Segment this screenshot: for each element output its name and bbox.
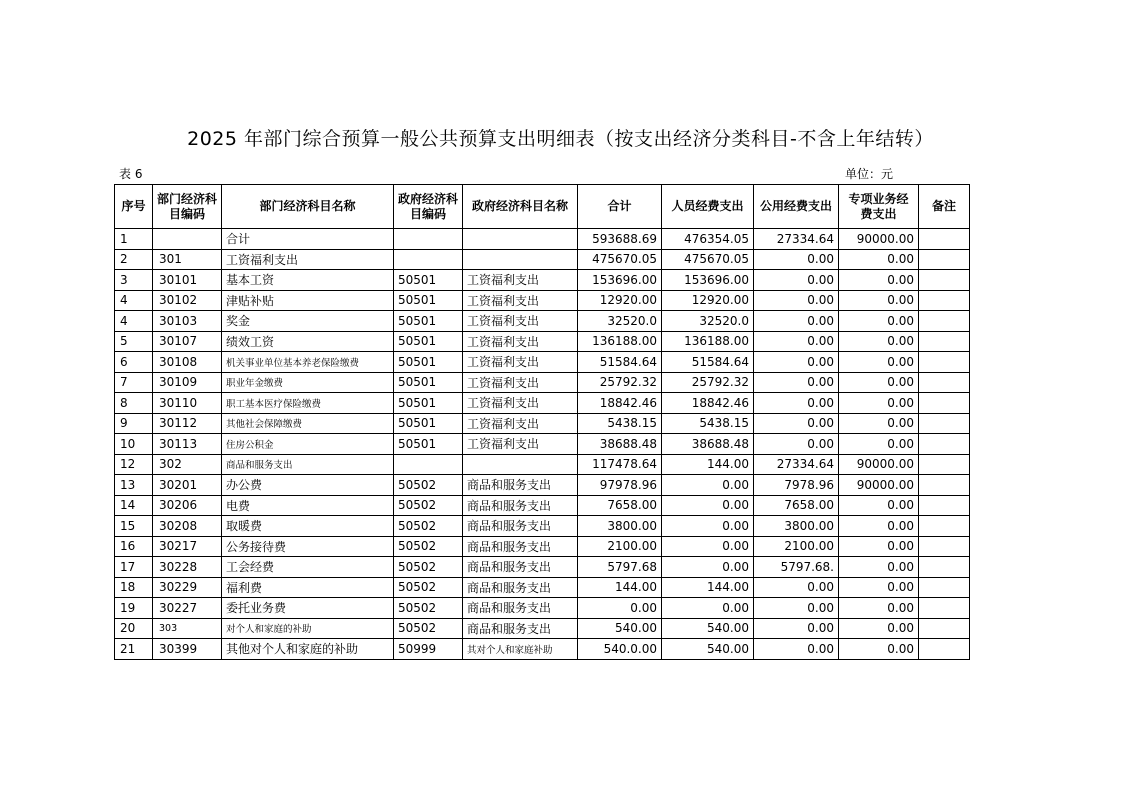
cell-seq: 2 bbox=[115, 249, 153, 270]
cell-seq: 4 bbox=[115, 311, 153, 332]
table-row bbox=[115, 434, 970, 455]
cell-seq: 4 bbox=[115, 290, 153, 311]
table-row bbox=[115, 495, 970, 516]
cell-dept-code: 301 bbox=[153, 249, 222, 270]
cell-personnel: 5438.15 bbox=[662, 413, 754, 434]
table-row bbox=[115, 311, 970, 332]
cell-remarks bbox=[919, 536, 970, 557]
header-public: 公用经费支出 bbox=[754, 185, 839, 229]
cell-gov-name: 工资福利支出 bbox=[463, 311, 578, 332]
cell-remarks bbox=[919, 372, 970, 393]
cell-remarks bbox=[919, 434, 970, 455]
cell-public: 0.00 bbox=[754, 331, 839, 352]
cell-remarks bbox=[919, 270, 970, 291]
cell-dept-name: 合计 bbox=[222, 229, 394, 250]
cell-special: 90000.00 bbox=[839, 454, 919, 475]
cell-remarks bbox=[919, 577, 970, 598]
cell-seq: 12 bbox=[115, 454, 153, 475]
cell-total: 5797.68 bbox=[578, 557, 662, 578]
cell-dept-name: 住房公积金 bbox=[222, 434, 394, 455]
cell-total: 153696.00 bbox=[578, 270, 662, 291]
cell-dept-name: 机关事业单位基本养老保险缴费 bbox=[222, 352, 394, 373]
header-special: 专项业务经费支出 bbox=[839, 185, 919, 229]
cell-gov-code: 50502 bbox=[394, 495, 463, 516]
cell-special: 0.00 bbox=[839, 331, 919, 352]
cell-remarks bbox=[919, 229, 970, 250]
table-row bbox=[115, 598, 970, 619]
cell-gov-name: 商品和服务支出 bbox=[463, 598, 578, 619]
cell-dept-name: 基本工资 bbox=[222, 270, 394, 291]
cell-dept-code: 30112 bbox=[153, 413, 222, 434]
cell-seq: 21 bbox=[115, 639, 153, 660]
cell-remarks bbox=[919, 413, 970, 434]
table-number: 表 6 bbox=[119, 167, 143, 181]
cell-public: 7978.96 bbox=[754, 475, 839, 496]
cell-personnel: 153696.00 bbox=[662, 270, 754, 291]
cell-total: 38688.48 bbox=[578, 434, 662, 455]
cell-personnel: 0.00 bbox=[662, 495, 754, 516]
cell-remarks bbox=[919, 249, 970, 270]
table-header-row bbox=[115, 185, 970, 229]
header-seq: 序号 bbox=[115, 185, 153, 229]
header-dept-name: 部门经济科目名称 bbox=[222, 185, 394, 229]
cell-gov-name: 工资福利支出 bbox=[463, 331, 578, 352]
cell-gov-code: 50501 bbox=[394, 290, 463, 311]
cell-dept-name: 工资福利支出 bbox=[222, 249, 394, 270]
cell-gov-code: 50501 bbox=[394, 393, 463, 414]
cell-seq: 17 bbox=[115, 557, 153, 578]
cell-seq: 5 bbox=[115, 331, 153, 352]
header-dept-code: 部门经济科目编码 bbox=[153, 185, 222, 229]
cell-total: 136188.00 bbox=[578, 331, 662, 352]
cell-total: 475670.05 bbox=[578, 249, 662, 270]
cell-gov-name: 工资福利支出 bbox=[463, 413, 578, 434]
cell-dept-code: 30108 bbox=[153, 352, 222, 373]
cell-special: 0.00 bbox=[839, 290, 919, 311]
cell-gov-name: 工资福利支出 bbox=[463, 372, 578, 393]
header-total: 合计 bbox=[578, 185, 662, 229]
cell-total: 540.0.00 bbox=[578, 639, 662, 660]
cell-special: 0.00 bbox=[839, 249, 919, 270]
cell-dept-name: 公务接待费 bbox=[222, 536, 394, 557]
cell-dept-name: 取暖费 bbox=[222, 516, 394, 537]
cell-seq: 15 bbox=[115, 516, 153, 537]
cell-public: 5797.68. bbox=[754, 557, 839, 578]
cell-public: 0.00 bbox=[754, 393, 839, 414]
table-row bbox=[115, 557, 970, 578]
cell-gov-name: 工资福利支出 bbox=[463, 352, 578, 373]
cell-special: 0.00 bbox=[839, 639, 919, 660]
cell-dept-code bbox=[153, 229, 222, 250]
cell-special: 0.00 bbox=[839, 557, 919, 578]
cell-personnel: 475670.05 bbox=[662, 249, 754, 270]
cell-personnel: 144.00 bbox=[662, 577, 754, 598]
cell-dept-name: 工会经费 bbox=[222, 557, 394, 578]
cell-remarks bbox=[919, 639, 970, 660]
cell-dept-code: 30110 bbox=[153, 393, 222, 414]
cell-dept-code: 30399 bbox=[153, 639, 222, 660]
cell-personnel: 540.00 bbox=[662, 618, 754, 639]
table-row bbox=[115, 352, 970, 373]
cell-dept-code: 30228 bbox=[153, 557, 222, 578]
table-row bbox=[115, 393, 970, 414]
cell-gov-code bbox=[394, 249, 463, 270]
cell-remarks bbox=[919, 618, 970, 639]
cell-dept-code: 30201 bbox=[153, 475, 222, 496]
cell-public: 0.00 bbox=[754, 249, 839, 270]
cell-personnel: 38688.48 bbox=[662, 434, 754, 455]
cell-seq: 13 bbox=[115, 475, 153, 496]
table-row bbox=[115, 249, 970, 270]
cell-seq: 10 bbox=[115, 434, 153, 455]
cell-gov-code bbox=[394, 454, 463, 475]
cell-seq: 3 bbox=[115, 270, 153, 291]
cell-dept-code: 30107 bbox=[153, 331, 222, 352]
cell-special: 0.00 bbox=[839, 434, 919, 455]
cell-special: 90000.00 bbox=[839, 229, 919, 250]
cell-gov-name: 商品和服务支出 bbox=[463, 495, 578, 516]
header-personnel: 人员经费支出 bbox=[662, 185, 754, 229]
cell-dept-code: 30227 bbox=[153, 598, 222, 619]
cell-gov-name: 商品和服务支出 bbox=[463, 475, 578, 496]
cell-dept-code: 30113 bbox=[153, 434, 222, 455]
table-row bbox=[115, 475, 970, 496]
cell-dept-name: 其他社会保障缴费 bbox=[222, 413, 394, 434]
cell-dept-code: 30102 bbox=[153, 290, 222, 311]
cell-gov-name: 商品和服务支出 bbox=[463, 536, 578, 557]
cell-personnel: 0.00 bbox=[662, 516, 754, 537]
cell-dept-code: 303 bbox=[153, 618, 222, 639]
cell-gov-name: 工资福利支出 bbox=[463, 434, 578, 455]
cell-remarks bbox=[919, 331, 970, 352]
cell-remarks bbox=[919, 598, 970, 619]
cell-seq: 1 bbox=[115, 229, 153, 250]
cell-public: 3800.00 bbox=[754, 516, 839, 537]
table-row bbox=[115, 270, 970, 291]
cell-seq: 9 bbox=[115, 413, 153, 434]
cell-public: 0.00 bbox=[754, 598, 839, 619]
cell-public: 0.00 bbox=[754, 311, 839, 332]
cell-gov-code bbox=[394, 229, 463, 250]
cell-personnel: 32520.0 bbox=[662, 311, 754, 332]
cell-special: 0.00 bbox=[839, 393, 919, 414]
unit-label: 单位：元 bbox=[845, 167, 894, 181]
cell-public: 0.00 bbox=[754, 372, 839, 393]
cell-gov-name: 商品和服务支出 bbox=[463, 557, 578, 578]
cell-seq: 20 bbox=[115, 618, 153, 639]
cell-special: 0.00 bbox=[839, 270, 919, 291]
cell-total: 2100.00 bbox=[578, 536, 662, 557]
cell-gov-name bbox=[463, 454, 578, 475]
cell-personnel: 51584.64 bbox=[662, 352, 754, 373]
cell-total: 540.00 bbox=[578, 618, 662, 639]
cell-gov-code: 50502 bbox=[394, 536, 463, 557]
cell-seq: 16 bbox=[115, 536, 153, 557]
header-gov-name: 政府经济科目名称 bbox=[463, 185, 578, 229]
cell-public: 0.00 bbox=[754, 577, 839, 598]
cell-remarks bbox=[919, 454, 970, 475]
cell-gov-name bbox=[463, 229, 578, 250]
cell-special: 90000.00 bbox=[839, 475, 919, 496]
cell-dept-name: 商品和服务支出 bbox=[222, 454, 394, 475]
cell-personnel: 540.00 bbox=[662, 639, 754, 660]
table-row bbox=[115, 618, 970, 639]
cell-gov-code: 50502 bbox=[394, 557, 463, 578]
cell-total: 0.00 bbox=[578, 598, 662, 619]
cell-special: 0.00 bbox=[839, 577, 919, 598]
table-row bbox=[115, 516, 970, 537]
cell-special: 0.00 bbox=[839, 516, 919, 537]
cell-public: 27334.64 bbox=[754, 229, 839, 250]
table-row bbox=[115, 454, 970, 475]
cell-seq: 7 bbox=[115, 372, 153, 393]
cell-gov-name: 工资福利支出 bbox=[463, 290, 578, 311]
table-row bbox=[115, 372, 970, 393]
cell-total: 144.00 bbox=[578, 577, 662, 598]
cell-public: 0.00 bbox=[754, 618, 839, 639]
cell-personnel: 18842.46 bbox=[662, 393, 754, 414]
cell-dept-name: 职业年金缴费 bbox=[222, 372, 394, 393]
cell-gov-code: 50501 bbox=[394, 311, 463, 332]
cell-personnel: 12920.00 bbox=[662, 290, 754, 311]
cell-public: 0.00 bbox=[754, 639, 839, 660]
cell-public: 0.00 bbox=[754, 413, 839, 434]
cell-gov-name: 商品和服务支出 bbox=[463, 516, 578, 537]
table-row bbox=[115, 290, 970, 311]
table-row bbox=[115, 413, 970, 434]
cell-gov-code: 50502 bbox=[394, 475, 463, 496]
table-row bbox=[115, 577, 970, 598]
cell-dept-code: 30217 bbox=[153, 536, 222, 557]
cell-gov-code: 50501 bbox=[394, 413, 463, 434]
cell-remarks bbox=[919, 495, 970, 516]
cell-personnel: 0.00 bbox=[662, 475, 754, 496]
cell-dept-code: 30208 bbox=[153, 516, 222, 537]
cell-total: 3800.00 bbox=[578, 516, 662, 537]
cell-dept-code: 30101 bbox=[153, 270, 222, 291]
cell-seq: 8 bbox=[115, 393, 153, 414]
cell-gov-code: 50501 bbox=[394, 434, 463, 455]
cell-remarks bbox=[919, 393, 970, 414]
cell-personnel: 144.00 bbox=[662, 454, 754, 475]
cell-special: 0.00 bbox=[839, 495, 919, 516]
cell-gov-code: 50999 bbox=[394, 639, 463, 660]
cell-dept-name: 福利费 bbox=[222, 577, 394, 598]
cell-personnel: 476354.05 bbox=[662, 229, 754, 250]
cell-total: 32520.0 bbox=[578, 311, 662, 332]
cell-total: 7658.00 bbox=[578, 495, 662, 516]
cell-dept-code: 30229 bbox=[153, 577, 222, 598]
cell-personnel: 0.00 bbox=[662, 536, 754, 557]
table-row bbox=[115, 536, 970, 557]
cell-dept-code: 30103 bbox=[153, 311, 222, 332]
cell-special: 0.00 bbox=[839, 413, 919, 434]
cell-dept-code: 30206 bbox=[153, 495, 222, 516]
cell-special: 0.00 bbox=[839, 311, 919, 332]
cell-gov-code: 50502 bbox=[394, 598, 463, 619]
table-row bbox=[115, 639, 970, 660]
cell-remarks bbox=[919, 290, 970, 311]
cell-gov-code: 50501 bbox=[394, 372, 463, 393]
cell-special: 0.00 bbox=[839, 598, 919, 619]
table-body bbox=[115, 229, 970, 660]
header-gov-code: 政府经济科目编码 bbox=[394, 185, 463, 229]
cell-special: 0.00 bbox=[839, 352, 919, 373]
cell-dept-name: 办公费 bbox=[222, 475, 394, 496]
cell-seq: 19 bbox=[115, 598, 153, 619]
cell-remarks bbox=[919, 475, 970, 496]
cell-seq: 18 bbox=[115, 577, 153, 598]
cell-total: 25792.32 bbox=[578, 372, 662, 393]
cell-gov-name: 商品和服务支出 bbox=[463, 618, 578, 639]
cell-public: 0.00 bbox=[754, 352, 839, 373]
expenditure-table bbox=[114, 184, 970, 660]
cell-dept-name: 其他对个人和家庭的补助 bbox=[222, 639, 394, 660]
cell-gov-code: 50502 bbox=[394, 577, 463, 598]
cell-total: 12920.00 bbox=[578, 290, 662, 311]
cell-seq: 14 bbox=[115, 495, 153, 516]
cell-personnel: 136188.00 bbox=[662, 331, 754, 352]
cell-dept-name: 对个人和家庭的补助 bbox=[222, 618, 394, 639]
cell-public: 27334.64 bbox=[754, 454, 839, 475]
document-title: 2025 年部门综合预算一般公共预算支出明细表（按支出经济分类科目-不含上年结转） bbox=[187, 128, 934, 150]
table-row bbox=[115, 331, 970, 352]
cell-public: 0.00 bbox=[754, 290, 839, 311]
cell-dept-name: 绩效工资 bbox=[222, 331, 394, 352]
cell-special: 0.00 bbox=[839, 618, 919, 639]
cell-remarks bbox=[919, 311, 970, 332]
cell-public: 0.00 bbox=[754, 270, 839, 291]
cell-gov-name: 工资福利支出 bbox=[463, 393, 578, 414]
cell-special: 0.00 bbox=[839, 536, 919, 557]
cell-remarks bbox=[919, 352, 970, 373]
cell-gov-code: 50501 bbox=[394, 331, 463, 352]
cell-dept-name: 委托业务费 bbox=[222, 598, 394, 619]
cell-gov-name: 工资福利支出 bbox=[463, 270, 578, 291]
cell-public: 0.00 bbox=[754, 434, 839, 455]
table-row bbox=[115, 229, 970, 250]
cell-dept-code: 302 bbox=[153, 454, 222, 475]
cell-dept-name: 津贴补贴 bbox=[222, 290, 394, 311]
cell-dept-code: 30109 bbox=[153, 372, 222, 393]
cell-personnel: 0.00 bbox=[662, 598, 754, 619]
cell-personnel: 0.00 bbox=[662, 557, 754, 578]
cell-total: 5438.15 bbox=[578, 413, 662, 434]
cell-public: 2100.00 bbox=[754, 536, 839, 557]
cell-gov-code: 50501 bbox=[394, 352, 463, 373]
cell-total: 51584.64 bbox=[578, 352, 662, 373]
cell-public: 7658.00 bbox=[754, 495, 839, 516]
cell-gov-code: 50502 bbox=[394, 618, 463, 639]
cell-remarks bbox=[919, 557, 970, 578]
cell-dept-name: 奖金 bbox=[222, 311, 394, 332]
cell-dept-name: 职工基本医疗保险缴费 bbox=[222, 393, 394, 414]
cell-dept-name: 电费 bbox=[222, 495, 394, 516]
cell-total: 97978.96 bbox=[578, 475, 662, 496]
cell-special: 0.00 bbox=[839, 372, 919, 393]
cell-total: 117478.64 bbox=[578, 454, 662, 475]
header-remarks: 备注 bbox=[919, 185, 970, 229]
cell-total: 18842.46 bbox=[578, 393, 662, 414]
cell-remarks bbox=[919, 516, 970, 537]
cell-gov-code: 50502 bbox=[394, 516, 463, 537]
cell-personnel: 25792.32 bbox=[662, 372, 754, 393]
cell-gov-name: 其对个人和家庭补助 bbox=[463, 639, 578, 660]
cell-gov-code: 50501 bbox=[394, 270, 463, 291]
cell-seq: 6 bbox=[115, 352, 153, 373]
cell-gov-name bbox=[463, 249, 578, 270]
cell-total: 593688.69 bbox=[578, 229, 662, 250]
cell-gov-name: 商品和服务支出 bbox=[463, 577, 578, 598]
